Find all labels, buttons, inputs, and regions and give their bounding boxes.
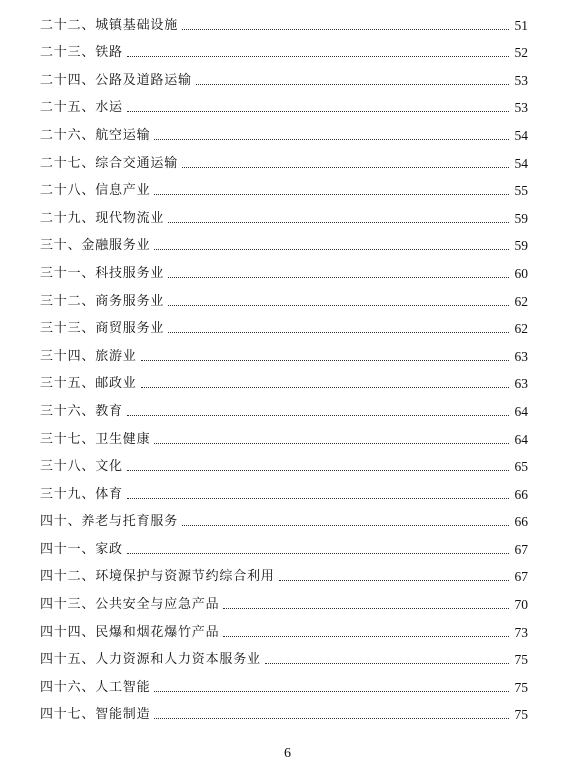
toc-entry[interactable] (40, 392, 528, 420)
toc-entry-page: 66 (514, 486, 528, 502)
toc-dot-leader (127, 553, 509, 554)
toc-dot-leader (154, 718, 509, 719)
toc-entry-page: 62 (514, 293, 528, 309)
toc-entry[interactable] (40, 254, 528, 282)
toc-entry-page: 59 (514, 210, 528, 226)
toc-entry[interactable] (40, 6, 528, 34)
toc-dot-leader (182, 29, 509, 30)
toc-dot-leader (223, 608, 509, 609)
toc-entry-page: 75 (514, 679, 528, 695)
toc-entry-page: 67 (514, 541, 528, 557)
table-of-contents (40, 6, 528, 723)
toc-entry[interactable] (40, 475, 528, 503)
toc-entry-label: 四十七、智能制造 (40, 707, 151, 723)
toc-entry[interactable] (40, 641, 528, 669)
toc-entry-label: 二十二、城镇基础设施 (40, 17, 179, 33)
toc-entry-page: 55 (514, 183, 528, 199)
toc-entry-page: 54 (514, 155, 528, 171)
toc-entry-page: 65 (514, 459, 528, 475)
toc-entry[interactable] (40, 34, 528, 62)
toc-entry-label: 二十四、公路及道路运输 (40, 72, 192, 88)
toc-entry[interactable] (40, 144, 528, 172)
toc-dot-leader (223, 636, 509, 637)
toc-entry-page: 52 (514, 45, 528, 61)
toc-entry-label: 四十四、民爆和烟花爆竹产品 (40, 624, 220, 640)
toc-entry[interactable] (40, 558, 528, 586)
toc-entry-label: 二十八、信息产业 (40, 183, 151, 199)
toc-dot-leader (168, 332, 509, 333)
toc-entry-label: 三十八、文化 (40, 459, 123, 475)
toc-entry-page: 66 (514, 514, 528, 530)
toc-entry-page: 54 (514, 127, 528, 143)
toc-entry-label: 三十四、旅游业 (40, 348, 137, 364)
toc-entry[interactable] (40, 668, 528, 696)
toc-dot-leader (154, 249, 509, 250)
toc-entry-page: 73 (514, 624, 528, 640)
toc-entry-label: 四十三、公共安全与应急产品 (40, 597, 220, 613)
toc-entry-page: 75 (514, 652, 528, 668)
toc-dot-leader (141, 387, 509, 388)
toc-entry[interactable] (40, 503, 528, 531)
toc-entry-page: 60 (514, 265, 528, 281)
toc-entry[interactable] (40, 448, 528, 476)
toc-entry[interactable] (40, 227, 528, 255)
toc-entry[interactable] (40, 282, 528, 310)
toc-entry-page: 51 (514, 17, 528, 33)
toc-entry[interactable] (40, 530, 528, 558)
toc-entry-label: 四十一、家政 (40, 541, 123, 557)
toc-entry-page: 64 (514, 431, 528, 447)
toc-dot-leader (141, 360, 509, 361)
toc-entry[interactable] (40, 310, 528, 338)
toc-entry-label: 二十五、水运 (40, 100, 123, 116)
toc-entry-label: 三十二、商务服务业 (40, 293, 165, 309)
toc-entry[interactable] (40, 585, 528, 613)
toc-entry-page: 70 (514, 597, 528, 613)
toc-dot-leader (127, 56, 509, 57)
toc-entry-label: 三十七、卫生健康 (40, 431, 151, 447)
toc-entry-label: 二十七、综合交通运输 (40, 155, 179, 171)
toc-dot-leader (127, 111, 509, 112)
toc-dot-leader (127, 415, 509, 416)
toc-entry-label: 三十、金融服务业 (40, 238, 151, 254)
toc-entry-page: 63 (514, 376, 528, 392)
toc-entry-page: 63 (514, 348, 528, 364)
toc-entry-label: 三十六、教育 (40, 403, 123, 419)
toc-entry-label: 三十九、体育 (40, 486, 123, 502)
toc-entry-page: 53 (514, 72, 528, 88)
toc-entry[interactable] (40, 365, 528, 393)
toc-entry[interactable] (40, 116, 528, 144)
toc-entry[interactable] (40, 613, 528, 641)
toc-entry-page: 64 (514, 403, 528, 419)
toc-dot-leader (127, 498, 509, 499)
toc-entry[interactable] (40, 420, 528, 448)
toc-dot-leader (127, 470, 509, 471)
toc-entry[interactable] (40, 696, 528, 724)
toc-entry-page: 53 (514, 100, 528, 116)
toc-entry[interactable] (40, 199, 528, 227)
toc-dot-leader (154, 139, 509, 140)
toc-dot-leader (168, 305, 509, 306)
toc-dot-leader (154, 691, 509, 692)
toc-entry[interactable] (40, 172, 528, 200)
toc-entry-label: 四十二、环境保护与资源节约综合利用 (40, 569, 275, 585)
toc-entry[interactable] (40, 61, 528, 89)
page-number: 6 (284, 746, 291, 761)
toc-dot-leader (265, 663, 509, 664)
toc-dot-leader (168, 222, 509, 223)
toc-entry-label: 三十三、商贸服务业 (40, 321, 165, 337)
toc-entry-label: 四十六、人工智能 (40, 679, 151, 695)
toc-entry[interactable] (40, 337, 528, 365)
toc-dot-leader (182, 525, 509, 526)
toc-dot-leader (154, 194, 509, 195)
toc-entry-label: 三十五、邮政业 (40, 376, 137, 392)
toc-dot-leader (154, 443, 509, 444)
toc-entry-label: 四十、养老与托育服务 (40, 514, 179, 530)
toc-entry-page: 62 (514, 321, 528, 337)
toc-dot-leader (279, 580, 509, 581)
toc-entry-page: 67 (514, 569, 528, 585)
toc-entry-label: 二十九、现代物流业 (40, 210, 165, 226)
toc-dot-leader (182, 167, 509, 168)
toc-dot-leader (196, 84, 509, 85)
toc-entry[interactable] (40, 89, 528, 117)
toc-entry-page: 59 (514, 238, 528, 254)
toc-entry-label: 四十五、人力资源和人力资本服务业 (40, 652, 261, 668)
toc-entry-label: 二十六、航空运输 (40, 127, 151, 143)
toc-entry-label: 二十三、铁路 (40, 45, 123, 61)
toc-entry-page: 75 (514, 707, 528, 723)
toc-dot-leader (168, 277, 509, 278)
toc-entry-label: 三十一、科技服务业 (40, 265, 165, 281)
